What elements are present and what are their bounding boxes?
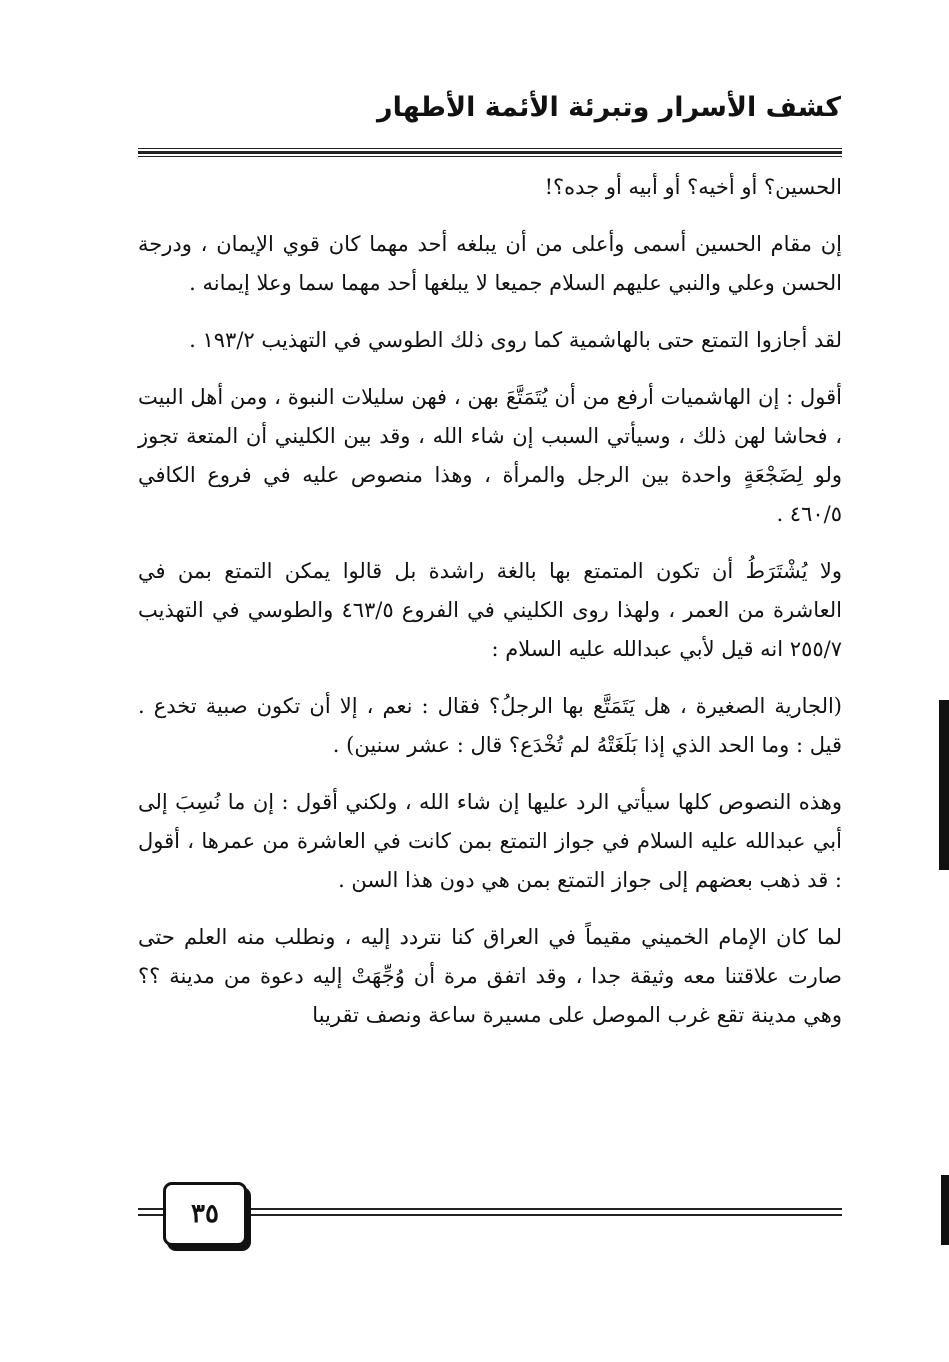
header-rule bbox=[138, 148, 842, 157]
paragraph: ولا يُشْتَرَطُ أن تكون المتمتع بها بالغة راشدة بل قالوا يمكن التمتع بمن في العاشرة من العمر ، ولهذا روى الكليني في الفروع ٤٦٣/٥ والطوسي في التهذيب ٢٥٥/٧ انه قيل لأبي عبدالله عليه السلام : bbox=[138, 559, 842, 661]
scan-edge-mark bbox=[939, 700, 949, 870]
footer-rule-right bbox=[248, 1208, 842, 1210]
paragraph: لما كان الإمام الخميني مقيماً في العراق كنا نتردد إليه ، ونطلب منه العلم حتى صارت علاقتنا معه وثيقة جدا ، وقد اتفق مرة أن وُجِّهَتْ إليه دعوة من مدينة ؟؟ وهي مدينة تقع غرب الموصل على مسيرة ساعة ونصف تقريبا bbox=[138, 925, 842, 1027]
body-text bbox=[138, 168, 842, 1053]
paragraph: وهذه النصوص كلها سيأتي الرد عليها إن شاء الله ، ولكني أقول : إن ما نُسِبَ إلى أبي عبدالله عليه السلام في جواز التمتع بمن كانت في العاشرة من عمرها ، أقول : قد ذهب بعضهم إلى جواز التمتع بمن هي دون هذا السن . bbox=[138, 790, 842, 892]
page-footer bbox=[138, 1178, 842, 1248]
footer-rule-right bbox=[248, 1214, 842, 1216]
paragraph: لقد أجازوا التمتع حتى بالهاشمية كما روى ذلك الطوسي في التهذيب ١٩٣/٢ . bbox=[189, 328, 842, 352]
quote-paragraph: (الجارية الصغيرة ، هل يَتَمَتَّع بها الرجلُ؟ فقال : نعم ، إلا أن تكون صبية تخدع . قيل : وما الحد الذي إذا بَلَغَتْهُ لم تُخْدَع؟ قال : عشر سنين) . bbox=[138, 694, 842, 757]
paragraph: إن مقام الحسين أسمى وأعلى من أن يبلغه أحد مهما كان قوي الإيمان ، ودرجة الحسن وعلي والنبي عليهم السلام جميعا لا يبلغها أحد مهما سما وعلا إيمانه . bbox=[138, 232, 842, 295]
page-number-box bbox=[163, 1182, 247, 1246]
footer-rule-left bbox=[138, 1208, 163, 1210]
running-title: كشف الأسرار وتبرئة الأئمة الأطهار bbox=[377, 92, 841, 123]
scan-edge-mark bbox=[941, 1175, 949, 1245]
page-number: ٣٥ bbox=[191, 1199, 219, 1229]
footer-rule-left bbox=[138, 1214, 163, 1216]
paragraph: أقول : إن الهاشميات أرفع من أن يُتَمَتَّعَ بهن ، فهن سليلات النبوة ، ومن أهل البيت ، فحاشا لهن ذلك ، وسيأتي السبب إن شاء الله ، وقد بين الكليني أن المتعة تجوز ولو لِضَجْعَةٍ واحدة بين الرجل والمرأة ، وهذا منصوص عليه في فروع الكافي ٤٦٠/٥ . bbox=[138, 385, 842, 526]
paragraph: الحسين؟ أو أخيه؟ أو أبيه أو جده؟! bbox=[544, 175, 842, 199]
